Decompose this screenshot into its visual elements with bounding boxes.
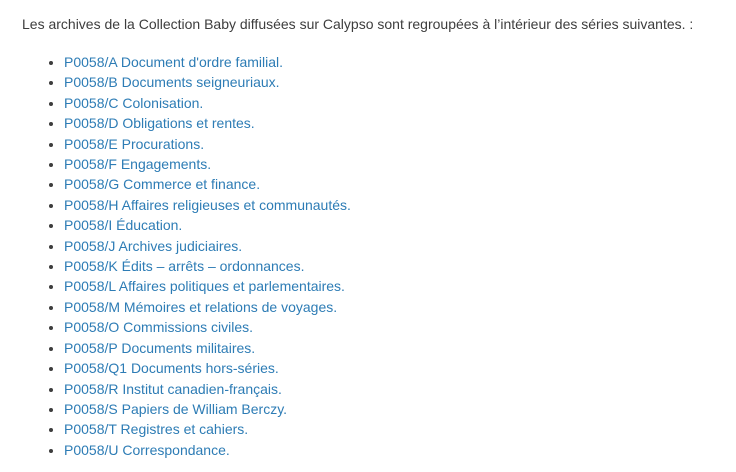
series-list-item bbox=[64, 72, 736, 92]
series-link[interactable]: P0058/L Affaires politiques et parlementaires. bbox=[64, 278, 345, 295]
series-link[interactable]: P0058/K Édits – arrêts – ordonnances. bbox=[64, 258, 305, 275]
series-list-item bbox=[64, 52, 736, 72]
series-list-item bbox=[64, 174, 736, 194]
series-list-item bbox=[64, 256, 736, 276]
series-list bbox=[22, 52, 736, 460]
series-list-item bbox=[64, 338, 736, 358]
series-list-item bbox=[64, 358, 736, 378]
series-link[interactable]: P0058/J Archives judiciaires. bbox=[64, 237, 243, 254]
series-link[interactable]: P0058/H Affaires religieuses et communautés. bbox=[64, 196, 351, 213]
series-list-item bbox=[64, 236, 736, 256]
series-link[interactable]: P0058/G Commerce et finance. bbox=[64, 176, 261, 193]
series-list-item bbox=[64, 297, 736, 317]
series-list-item bbox=[64, 399, 736, 419]
series-list-item bbox=[64, 154, 736, 174]
series-link[interactable]: P0058/F Engagements. bbox=[64, 156, 212, 173]
intro-paragraph: Les archives de la Collection Baby diffusées sur Calypso sont regroupées à l’intérieur des séries suivantes. : bbox=[22, 16, 694, 32]
series-list-item bbox=[64, 379, 736, 399]
series-link[interactable]: P0058/O Commissions civiles. bbox=[64, 319, 254, 336]
series-list-item bbox=[64, 134, 736, 154]
series-link[interactable]: P0058/A Document d'ordre familial. bbox=[64, 54, 284, 70]
series-link[interactable]: P0058/D Obligations et rentes. bbox=[64, 115, 255, 132]
series-list-item bbox=[64, 317, 736, 337]
series-list-item bbox=[64, 440, 736, 460]
series-list-item bbox=[64, 215, 736, 235]
series-link[interactable]: P0058/C Colonisation. bbox=[64, 94, 204, 111]
series-link[interactable]: P0058/I Éducation. bbox=[64, 217, 183, 234]
series-link[interactable]: P0058/Q1 Documents hors-séries. bbox=[64, 360, 279, 377]
series-link[interactable]: P0058/E Procurations. bbox=[64, 135, 205, 152]
series-link[interactable]: P0058/S Papiers de William Berczy. bbox=[64, 400, 288, 417]
series-list-item bbox=[64, 276, 736, 296]
series-link[interactable]: P0058/P Documents militaires. bbox=[64, 339, 256, 356]
series-link[interactable]: P0058/B Documents seigneuriaux. bbox=[64, 74, 280, 91]
series-link[interactable]: P0058/M Mémoires et relations de voyages. bbox=[64, 298, 338, 315]
series-list-item bbox=[64, 93, 736, 113]
series-link[interactable]: P0058/R Institut canadien-français. bbox=[64, 380, 282, 397]
series-link[interactable]: P0058/U Correspondance. bbox=[64, 441, 230, 458]
series-list-item bbox=[64, 113, 736, 133]
series-list-item bbox=[64, 195, 736, 215]
series-list-item bbox=[64, 419, 736, 439]
series-link[interactable]: P0058/T Registres et cahiers. bbox=[64, 421, 249, 438]
